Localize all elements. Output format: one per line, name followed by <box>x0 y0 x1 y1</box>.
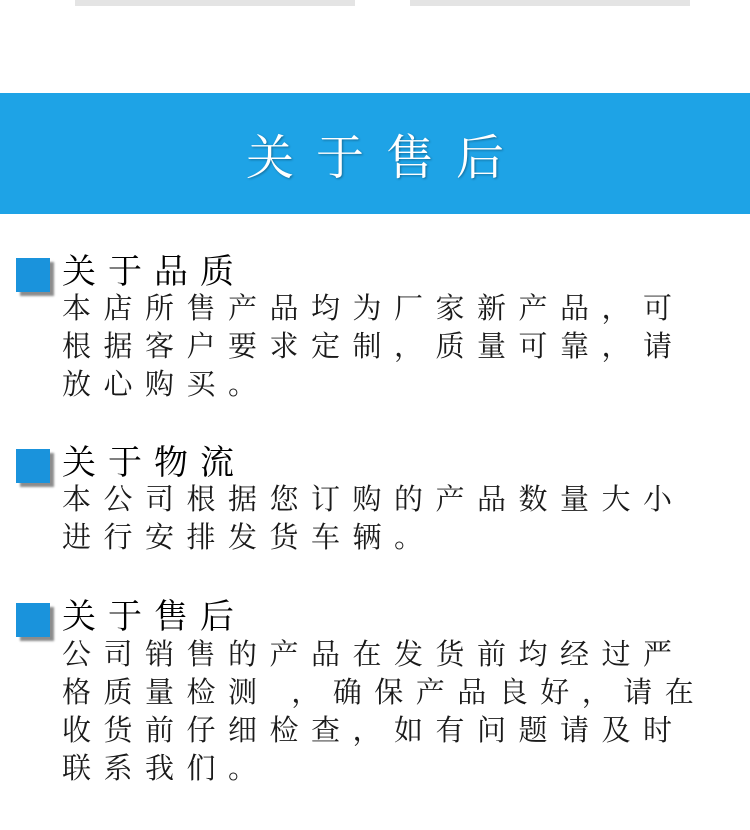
top-divider-right <box>410 0 690 6</box>
section-body: 公司销售的产品在发货前均经过严格质量检测 ，确保产品良好，请在收货前仔细检查，如有问题请及时联系我们。 <box>62 637 707 785</box>
section-marker-icon <box>16 258 50 292</box>
section-body: 本公司根据您订购的产品数量大小进行安排发货车辆。 <box>62 482 685 554</box>
banner <box>0 93 750 214</box>
section-heading: 关于物流 <box>62 443 246 483</box>
section-heading: 关于售后 <box>62 597 246 637</box>
section-marker-icon <box>16 449 50 483</box>
section-heading: 关于品质 <box>62 252 246 292</box>
section-body: 本店所售产品均为厂家新产品，可根据客户要求定制，质量可靠，请放心购买。 <box>62 291 685 401</box>
section-marker-icon <box>16 603 50 637</box>
top-divider-left <box>75 0 355 6</box>
banner-title: 关于售后 <box>245 130 526 186</box>
